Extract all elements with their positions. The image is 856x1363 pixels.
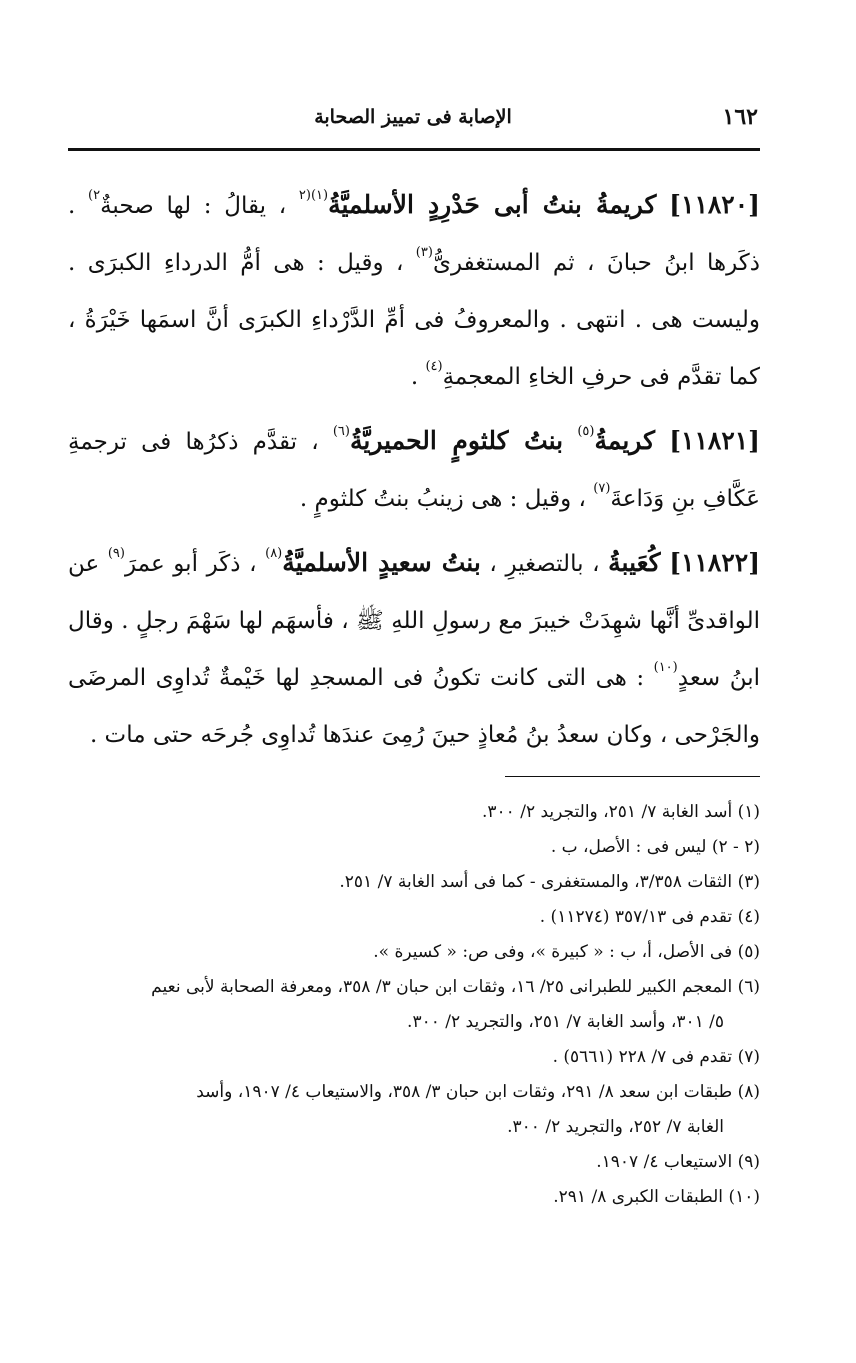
entry-text: ، وقيل : هى أمُّ الدرداءِ الكبرَى . وليست هى . انتهى . والمعروفُ فى أمِّ الدَّرْداءِ الكبرَى أنَّ اسمَها خَيْرَةُ ، كما تقدَّم فى حرفِ الخاءِ المعجمةِ (68, 250, 760, 390)
entry-text: ، يقالُ : لها صحبةٌ (100, 193, 299, 219)
entry-text: : هى التى كانت تكونُ فى المسجدِ لها خَيْمةٌ تُداوِى المرضَى والجَرْحى ، وكان سعدُ بنُ مُعاذٍ حينَ رُمِىَ عندَها تُداوِى جُرحَه حتى مات . (68, 665, 760, 748)
entry-11821: [١١٨٢١] كريمةُ$^{(٥)}$ بنتُ كلثومٍ الحميريَّةُ$^{(٦)}$ ، تقدَّم ذكرُها فى ترجمةِ عَكَّافِ بنِ وَدَاعةَ$^{(٧)}$ ، وقيل : هى زينبُ بنتُ كلثومٍ . (68, 424, 761, 512)
entry-text: . (410, 364, 426, 390)
footnote-marker: (١) (310, 188, 329, 203)
entry-name: كريمةُ (594, 426, 655, 455)
footnote-marker: (٤) (425, 359, 443, 374)
entry-text: . ذكَرها ابنُ حبانَ ، ثم المستغفرىُّ (68, 193, 760, 276)
footnote-4: (٤) تقدم فى ٣٥٧/١٣ (١١٢٧٤) . (539, 907, 760, 927)
footnote-marker: (١٠) (653, 660, 678, 675)
footnote-2: (٢ - ٢) ليس فى : الأصل، ب . (550, 837, 760, 857)
footnote-separator (505, 776, 760, 777)
entry-11820: [١١٨٢٠] كريمةُ بنتُ أبى حَدْرِدٍ الأسلميَّةُ$^{(١)(٢}$ ، يقالُ : لها صحبةٌ$^{٢)}$ . ذكَرها ابنُ حبانَ ، ثم المستغفرىُّ$^{(٣)}$ ، وقيل : هى أمُّ الدرداءِ الكبرَى . وليست هى . انتهى . والمعروفُ فى أمِّ الدَّرْداءِ الكبرَى أنَّ اسمَها خَيْرَةُ ، كما تقدَّم فى حرفِ الخاءِ المعجمةِ$^{(٤)}$ . (68, 188, 760, 390)
entry-text: ، بالتصغيرِ ، (480, 551, 609, 577)
footnote-continuation: ٥/ ٣٠١، وأسد الغابة ٧/ ٢٥١، والتجريد ٢/ ٣٠٠. (407, 1012, 724, 1032)
page-header (68, 104, 758, 144)
header-rule (68, 148, 760, 151)
main-text (68, 176, 760, 770)
entry-text: ، تقدَّم ذكرُها فى ترجمةِ عَكَّافِ بنِ وَدَاعةَ (68, 429, 760, 512)
footnote-1: (١) أسد الغابة ٧/ ٢٥١، والتجريد ٢/ ٣٠٠. (482, 802, 760, 822)
footnote-marker: (٨) (265, 546, 283, 561)
entry-number: ١١٨٢٠ (681, 190, 749, 219)
entry-text: ، ذكَر أبو عمرَ (124, 551, 266, 577)
entry-name: بنتُ سعيدٍ الأسلميَّةُ (282, 548, 481, 577)
running-title: الإصابة فى تمييز الصحابة (314, 106, 512, 128)
footnote-marker: (٣) (415, 245, 433, 260)
entry-11822: [١١٨٢٢] كُعَيبةُ ، بالتصغيرِ ، بنتُ سعيدٍ الأسلميَّةُ$^{(٨)}$ ، ذكَر أبو عمرَ$^{(٩)}$ عن الواقدىِّ أنَّها شهِدَتْ خيبرَ مع رسولِ اللهِ ﷺ ، فأسهَم لها سَهْمَ رجلٍ . وقال ابنُ سعدٍ$^{(١٠)}$ : هى التى كانت تكونُ فى المسجدِ لها خَيْمةٌ تُداوِى المرضَى والجَرْحى ، وكان سعدُ بنُ مُعاذٍ حينَ رُمِىَ عندَها تُداوِى جُرحَه حتى مات . (68, 546, 761, 748)
footnote-7: (٧) تقدم فى ٧/ ٢٢٨ (٥٦٦١) . (552, 1047, 760, 1067)
entry-text: عن الواقدىِّ أنَّها شهِدَتْ خيبرَ مع رسولِ اللهِ ﷺ ، فأسهَم لها سَهْمَ رجلٍ . وقال ابنُ سعدٍ (68, 551, 760, 691)
footnote-5: (٥) فى الأصل، أ، ب : « كبيرة »، وفى ص: « كسيرة ». (373, 942, 760, 962)
entry-number: ١١٨٢١ (681, 426, 749, 455)
footnote-marker: (٢ (298, 188, 311, 203)
entry-name: بنتُ كلثومٍ الحميريَّةُ (349, 426, 564, 455)
footnote-10: (١٠) الطبقات الكبرى ٨/ ٢٩١. (553, 1187, 760, 1207)
footnote-marker: (٩) (107, 546, 125, 561)
page-number: ١٦٢ (722, 104, 758, 130)
footnote-6: (٦) المعجم الكبير للطبرانى ٢٥/ ١٦، وثقات ابن حبان ٣/ ٣٥٨، ومعرفة الصحابة لأبى نعيم ٥/ ٣٠١، وأسد الغابة ٧/ ٢٥١، والتجريد ٢/ ٣٠٠. (62, 970, 760, 1040)
entry-number: ١١٨٢٢ (681, 548, 749, 577)
footnote-marker: ٢) (88, 188, 101, 203)
footnote-marker: (٦) (332, 424, 350, 439)
entry-text: ، وقيل : هى زينبُ بنتُ كلثومٍ . (299, 486, 594, 512)
entry-name: كُعَيبةُ (608, 548, 661, 577)
footnote-continuation: الغابة ٧/ ٢٥٢، والتجريد ٢/ ٣٠٠. (507, 1117, 724, 1137)
footnotes (62, 795, 760, 1215)
footnote-marker: (٥) (577, 424, 595, 439)
footnote-3: (٣) الثقات ٣/٣٥٨، والمستغفرى - كما فى أسد الغابة ٧/ ٢٥١. (339, 872, 760, 892)
footnote-8: (٨) طبقات ابن سعد ٨/ ٢٩١، وثقات ابن حبان ٣/ ٣٥٨، والاستيعاب ٤/ ١٩٠٧، وأسد الغابة ٧/ ٢٥٢، والتجريد ٢/ ٣٠٠. (62, 1075, 760, 1145)
footnote-9: (٩) الاستيعاب ٤/ ١٩٠٧. (596, 1152, 760, 1172)
entry-name: كريمةُ بنتُ أبى حَدْرِدٍ الأسلميَّةُ (328, 190, 657, 219)
footnote-marker: (٧) (593, 481, 611, 496)
